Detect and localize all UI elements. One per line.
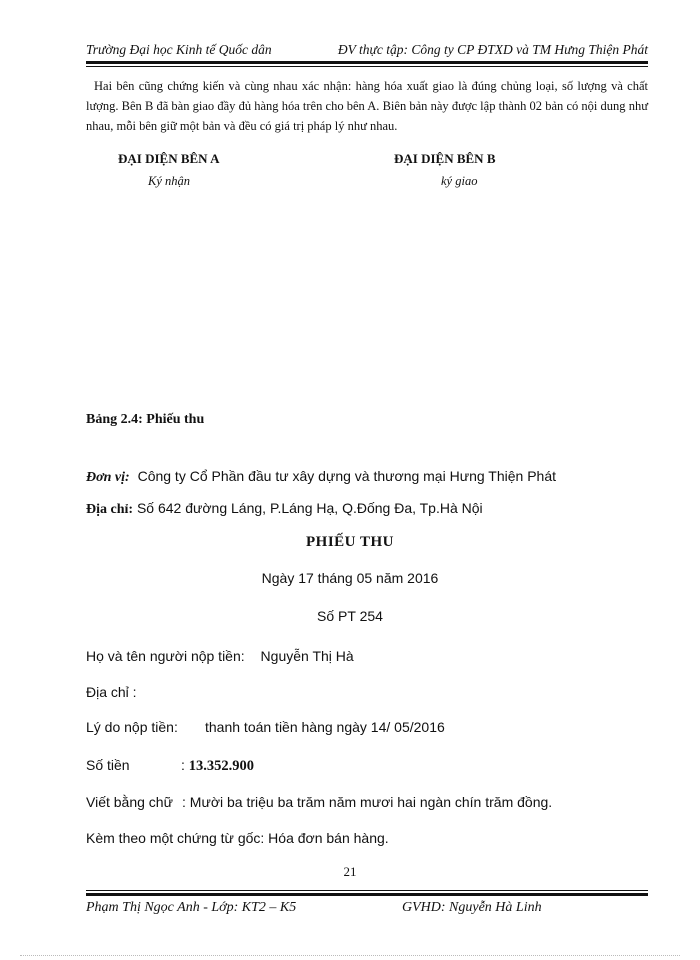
attached-value: Hóa đơn bán hàng. xyxy=(268,830,389,846)
amount-value: 13.352.900 xyxy=(188,758,255,774)
payer-value: Nguyễn Thị Hà xyxy=(260,648,354,664)
footer-supervisor: GVHD: Nguyễn Hà Linh xyxy=(402,900,542,915)
address-line: Địa chỉ: Số 642 đường Láng, P.Láng Hạ, Q.Đống Đa, Tp.Hà Nội xyxy=(86,500,483,517)
amount-colon: : xyxy=(181,757,185,773)
words-value: : Mười ba triệu ba trăm năm mươi hai ngàn chín trăm đồng. xyxy=(182,794,553,810)
payer-line xyxy=(86,648,354,664)
attached-line xyxy=(86,830,389,846)
party-a-title: ĐẠI DIỆN BÊN A xyxy=(118,151,220,166)
address-value: Số 642 đường Láng, P.Láng Hạ, Q.Đống Đa, Tp.Hà Nội xyxy=(136,500,483,516)
payer-address-label: Địa chỉ : xyxy=(86,684,137,700)
header-rule-thin xyxy=(86,66,648,67)
unit-value: Công ty Cổ Phần đầu tư xây dựng và thương mại Hưng Thiện Phát xyxy=(137,468,556,484)
reason-label: Lý do nộp tiền: xyxy=(86,719,178,735)
table-caption: Bảng 2.4: Phiếu thu xyxy=(86,412,205,427)
party-b-title: ĐẠI DIỆN BÊN B xyxy=(394,151,496,166)
intro-paragraph: Hai bên cũng chứng kiến và cùng nhau xác nhận: hàng hóa xuất giao là đúng chủng loại, số lượng và chất lượng. Bên B đã bàn giao đầy đủ hàng hóa trên cho bên A. Biên bản này được lập thành 02 bản có nội dung như nhau, mỗi bên giữ một bản và đều có giá trị pháp lý như nhau. xyxy=(86,79,648,133)
page-edge-divider xyxy=(20,955,680,956)
amount-value-line xyxy=(181,757,254,775)
footer-author: Phạm Thị Ngọc Anh - Lớp: KT2 – K5 xyxy=(86,900,297,915)
receipt-number: Số PT 254 xyxy=(317,608,383,624)
address-label: Địa chỉ xyxy=(86,502,129,517)
words-label: Viết bằng chữ xyxy=(86,794,173,810)
page-number: 21 xyxy=(343,864,357,879)
header-school: Trường Đại học Kinh tế Quốc dân xyxy=(86,42,272,57)
unit-label: Đơn vị xyxy=(86,470,126,485)
attached-label: Kèm theo một chứng từ gốc: xyxy=(86,830,265,846)
unit-line: Đơn vị: Công ty Cổ Phần đầu tư xây dựng và thương mại Hưng Thiện Phát xyxy=(86,468,556,485)
amount-label: Số tiền xyxy=(86,757,130,773)
header-company: ĐV thực tập: Công ty CP ĐTXD và TM Hưng Thiện Phát xyxy=(337,42,648,57)
receipt-date: Ngày 17 tháng 05 năm 2016 xyxy=(261,570,439,586)
header-rule-thick xyxy=(86,61,648,64)
reason-value: thanh toán tiền hàng ngày 14/ 05/2016 xyxy=(205,719,445,735)
footer-rule-thick xyxy=(86,893,648,896)
receipt-title: PHIẾU THU xyxy=(306,534,394,550)
party-b-note: ký giao xyxy=(441,174,478,188)
party-a-note: Ký nhận xyxy=(148,174,191,188)
payer-label: Họ và tên người nộp tiền: xyxy=(86,648,245,664)
footer-rule-thin xyxy=(86,890,648,891)
